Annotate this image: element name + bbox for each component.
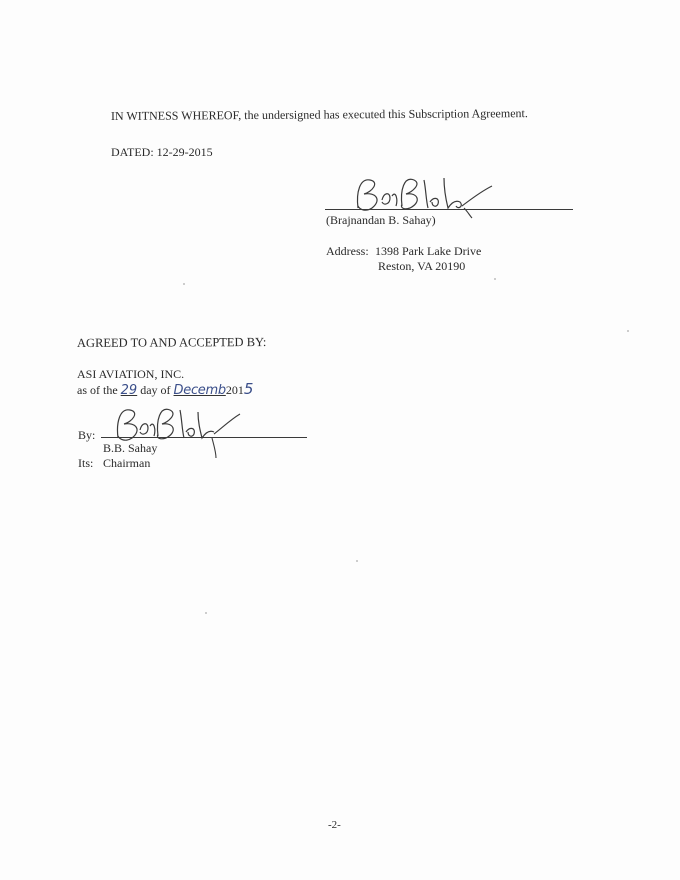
scan-speck (627, 330, 629, 332)
scan-speck (494, 278, 496, 280)
company-signature-line (101, 437, 307, 438)
by-label: By: (78, 428, 96, 442)
scan-speck (356, 560, 358, 562)
address-line-1: 1398 Park Lake Drive (375, 244, 482, 258)
its-label: Its: (78, 456, 94, 470)
signer-name: B.B. Sahay (103, 441, 158, 455)
dated-label: DATED: (111, 145, 154, 159)
handwritten-year-digit: 5 (243, 380, 254, 398)
signer-title: Chairman (103, 456, 151, 470)
scan-speck (183, 283, 185, 285)
company-name: ASI AVIATION, INC. (77, 367, 185, 381)
acceptance-heading: AGREED TO AND ACCEPTED BY: (76, 335, 267, 350)
subscriber-printed-name: (Brajnandan B. Sahay) (326, 213, 436, 227)
scan-speck (205, 612, 207, 614)
page-number: -2- (328, 819, 341, 831)
handwritten-day: 29 (120, 383, 138, 398)
as-of-prefix: as of the (77, 383, 118, 397)
dated-value: 12-29-2015 (156, 145, 213, 159)
day-of-text: day of (140, 383, 171, 397)
subscriber-signature-line (325, 209, 573, 210)
address-line-2: Reston, VA 20190 (378, 259, 466, 273)
year-printed: 201 (225, 383, 244, 397)
as-of-date-row (77, 382, 253, 398)
handwritten-month: Decemb (173, 383, 226, 398)
witness-clause: IN WITNESS WHEREOF, the undersigned has executed this Subscription Agreement. (110, 106, 528, 123)
address-label: Address: (326, 244, 369, 258)
dated-row (111, 145, 213, 159)
